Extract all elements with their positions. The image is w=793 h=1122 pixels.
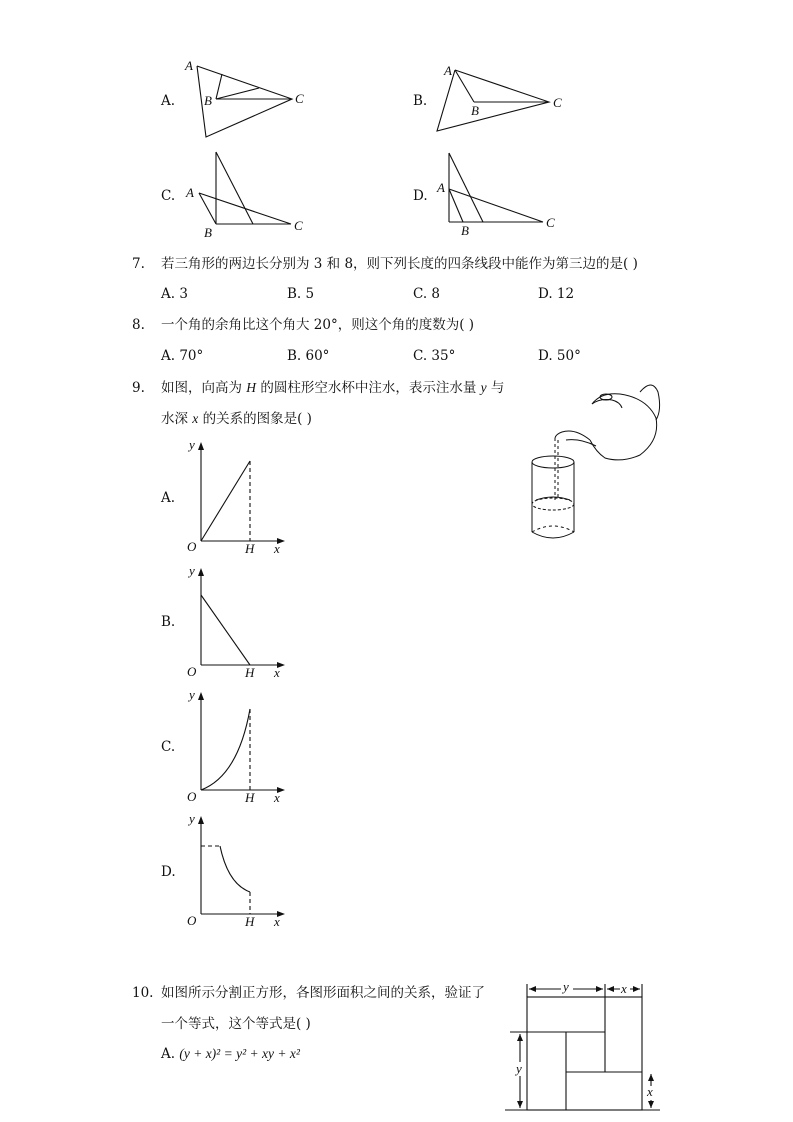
point-label-a: A — [185, 58, 193, 73]
option-b-letter[interactable]: B. — [161, 614, 176, 630]
question-stem-line-1: 如图所示分割正方形，各图形面积之间的关系，验证了 — [161, 985, 485, 1001]
option-c[interactable]: C. 35° — [413, 348, 456, 364]
tick-label-h: H — [245, 914, 255, 929]
axis-label-x: x — [274, 790, 280, 805]
point-label-c: C — [553, 95, 562, 110]
tick-label-h: H — [245, 665, 255, 680]
point-label-c: C — [295, 91, 304, 106]
question-stem: 一个角的余角比这个角大 20°，则这个角的度数为( ) — [161, 317, 475, 333]
dim-label-top-x: x — [621, 981, 627, 996]
option-b[interactable]: B. 5 — [287, 286, 315, 302]
option-a[interactable]: A. 3 — [161, 286, 188, 302]
option-a-letter[interactable]: A. — [161, 490, 176, 506]
point-label-b: B — [204, 93, 212, 108]
option-a[interactable]: A. (y + x)² = y² + xy + x² — [161, 1046, 300, 1062]
option-b[interactable]: B. 60° — [287, 348, 330, 364]
origin-label: O — [187, 789, 197, 804]
option-letter: A. — [161, 93, 176, 109]
origin-label: O — [187, 664, 197, 679]
point-label-c: C — [294, 218, 303, 233]
point-label-b: B — [461, 223, 469, 238]
option-letter: C. — [161, 188, 176, 204]
question-stem-line-2: 一个等式，这个等式是( ) — [161, 1016, 311, 1032]
point-label-a: A — [437, 180, 445, 195]
question-number: 8. — [132, 317, 145, 333]
question-number: 10. — [132, 985, 154, 1001]
option-d[interactable]: D. 12 — [538, 286, 575, 302]
option-letter: D. — [413, 188, 428, 204]
question-number: 7. — [132, 256, 145, 272]
point-label-b: B — [471, 103, 479, 118]
question-stem: 若三角形的两边长分别为 3 和 8，则下列长度的四条线段中能作为第三边的是( ) — [161, 256, 638, 272]
origin-label: O — [187, 913, 197, 928]
axis-label-x: x — [274, 541, 280, 556]
point-label-c: C — [546, 215, 555, 230]
axis-label-y: y — [189, 811, 195, 826]
axis-label-x: x — [274, 665, 280, 680]
axis-label-y: y — [189, 687, 195, 702]
axis-label-x: x — [274, 914, 280, 929]
option-a[interactable]: A. 70° — [161, 348, 204, 364]
tick-label-h: H — [245, 541, 255, 556]
question-stem-line-1: 如图，向高为 H 的圆柱形空水杯中注水，表示注水量 y 与 — [161, 380, 505, 396]
option-c[interactable]: C. 8 — [413, 286, 441, 302]
option-d[interactable]: D. 50° — [538, 348, 581, 364]
axis-label-y: y — [189, 563, 195, 578]
option-c-letter[interactable]: C. — [161, 739, 176, 755]
dim-label-left-y: y — [516, 1061, 522, 1076]
dim-label-top-y: y — [563, 979, 569, 994]
question-number: 9. — [132, 380, 145, 396]
dim-label-right-x: x — [647, 1084, 653, 1099]
axis-label-y: y — [189, 437, 195, 452]
option-d-letter[interactable]: D. — [161, 864, 176, 880]
point-label-a: A — [186, 185, 194, 200]
tick-label-h: H — [245, 790, 255, 805]
origin-label: O — [187, 539, 197, 554]
point-label-b: B — [204, 225, 212, 240]
point-label-a: A — [444, 63, 452, 78]
option-letter: B. — [413, 93, 428, 109]
question-stem-line-2: 水深 x 的关系的图象是( ) — [161, 411, 312, 427]
